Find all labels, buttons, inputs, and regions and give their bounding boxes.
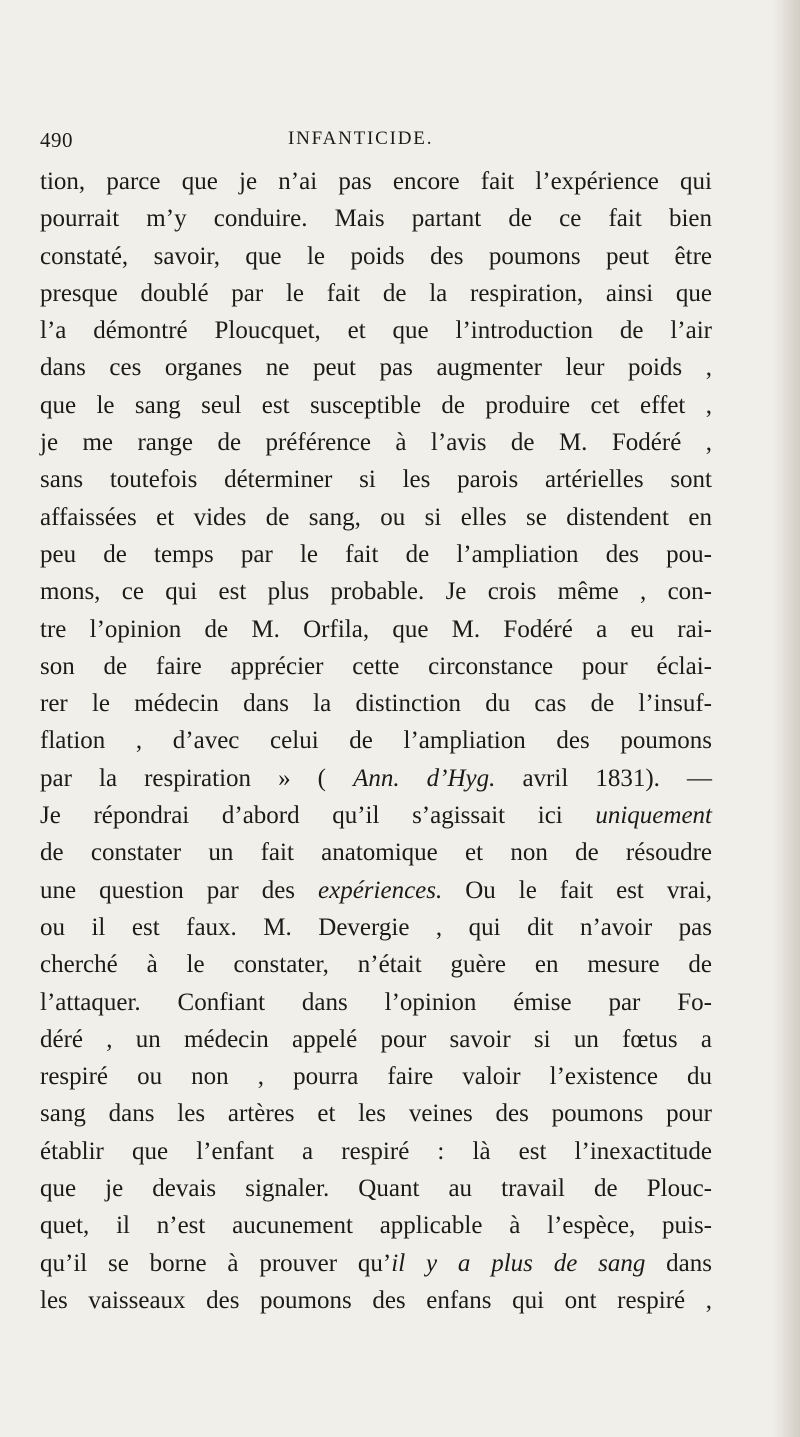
text-line: par la respiration » ( Ann. d’Hyg. avril 1831). — — [40, 764, 712, 792]
text-line: flation , d’avec celui de l’ampliation des poumons — [40, 727, 712, 755]
text-line: établir que l’enfant a respiré : là est l’inexactitude — [40, 1137, 712, 1165]
text-line: l’a démontré Ploucquet, et que l’introduction de l’air — [40, 317, 712, 345]
text-line: son de faire apprécier cette circonstance pour éclai- — [40, 652, 712, 680]
italic-emphasis: il y a plus de sang — [391, 1249, 646, 1277]
text-line: respiré ou non , pourra faire valoir l’existence du — [40, 1063, 712, 1091]
page-number: 490 — [40, 128, 73, 152]
text-line: de constater un fait anatomique et non de résoudre — [40, 839, 712, 867]
text-line: peu de temps par le fait de l’ampliation des pou- — [40, 540, 712, 568]
body-text — [40, 163, 712, 1319]
running-head: INFANTICIDE. — [288, 128, 434, 149]
text-line: les vaisseaux des poumons des enfans qui ont respiré , — [40, 1286, 712, 1314]
text-line: que je devais signaler. Quant au travail de Plouc- — [40, 1175, 712, 1203]
text-line: Je répondrai d’abord qu’il s’agissait ici uniquement — [40, 802, 712, 830]
text-line: l’attaquer. Confiant dans l’opinion émise par Fo- — [40, 988, 712, 1016]
text-line: presque doublé par le fait de la respiration, ainsi que — [40, 279, 712, 307]
text-line: qu’il se borne à prouver qu’il y a plus de sang dans — [40, 1249, 712, 1277]
text-line: mons, ce qui est plus probable. Je crois même , con- — [40, 578, 712, 606]
text-line: pourrait m’y conduire. Mais partant de ce fait bien — [40, 205, 712, 233]
italic-citation: Ann. d’Hyg. — [353, 764, 496, 792]
text-line: affaissées et vides de sang, ou si elles se distendent en — [40, 503, 712, 531]
text-line: je me range de préférence à l’avis de M. Fodéré , — [40, 429, 712, 457]
page-edge-shadow — [772, 0, 800, 1437]
text-line: sans toutefois déterminer si les parois artérielles sont — [40, 466, 712, 494]
text-line: sang dans les artères et les veines des poumons pour — [40, 1100, 712, 1128]
text-line: cherché à le constater, n’était guère en mesure de — [40, 951, 712, 979]
text-line: tre l’opinion de M. Orfila, que M. Fodéré a eu rai- — [40, 615, 712, 643]
text-line: dans ces organes ne peut pas augmenter leur poids , — [40, 354, 712, 382]
text-line: quet, il n’est aucunement applicable à l’espèce, puis- — [40, 1212, 712, 1240]
text-line: une question par des expériences. Ou le fait est vrai, — [40, 876, 712, 904]
italic-emphasis: uniquement — [595, 802, 712, 830]
text-line: ou il est faux. M. Devergie , qui dit n’avoir pas — [40, 913, 712, 941]
page-header — [40, 128, 710, 158]
text-line: rer le médecin dans la distinction du cas de l’insuf- — [40, 690, 712, 718]
italic-emphasis: expériences. — [318, 876, 443, 904]
text-line: déré , un médecin appelé pour savoir si un fœtus a — [40, 1025, 712, 1053]
text-line: constaté, savoir, que le poids des poumons peut être — [40, 242, 712, 270]
text-line: que le sang seul est susceptible de produire cet effet , — [40, 391, 712, 419]
text-line: tion, parce que je n’ai pas encore fait l’expérience qui — [40, 168, 712, 195]
